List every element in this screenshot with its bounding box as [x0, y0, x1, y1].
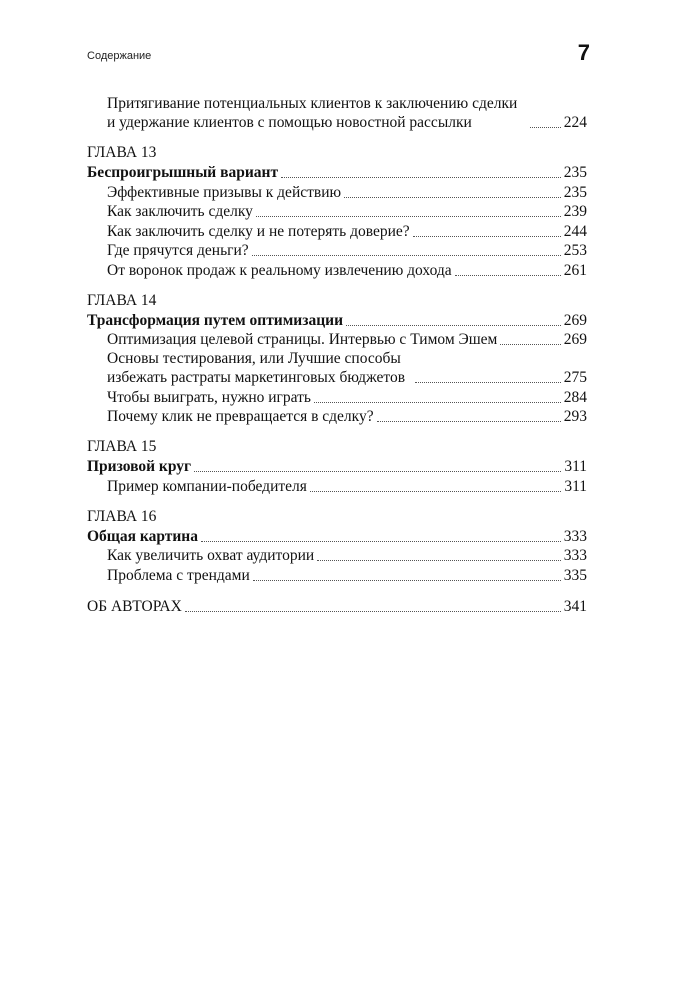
leader-dots: [256, 216, 561, 217]
toc-entry[interactable]: [87, 260, 587, 280]
toc-entry-title: ОБ АВТОРАХ: [87, 598, 182, 615]
leader-dots: [185, 611, 561, 612]
toc-entry-page: 253: [563, 242, 587, 259]
leader-dots: [194, 471, 561, 472]
toc-entry-page: 311: [564, 477, 587, 495]
leader-dots: [346, 325, 561, 326]
toc-entry-page: 244: [563, 222, 587, 240]
toc-entry[interactable]: [87, 387, 587, 407]
toc-entry-page: 269: [563, 311, 587, 329]
toc-entry-title: Трансформация путем оптимизации: [87, 311, 343, 329]
toc-entry-page: 333: [563, 527, 587, 545]
chapter-label: ГЛАВА 16: [87, 507, 157, 525]
leader-dots: [530, 127, 561, 128]
leader-dots: [314, 402, 561, 403]
toc-entry-intro[interactable]: [87, 94, 587, 132]
leader-dots: [500, 344, 560, 345]
leader-dots: [415, 382, 561, 383]
chapter-label: ГЛАВА 13: [87, 144, 157, 161]
toc-entry-title: Как заключить сделку: [107, 203, 253, 220]
leader-dots: [253, 580, 561, 581]
toc-entry-page: 293: [563, 408, 587, 425]
toc-chapter-title[interactable]: [87, 163, 587, 183]
toc-entry-page: 261: [563, 261, 587, 279]
toc-entry[interactable]: [87, 330, 587, 350]
table-of-contents: [87, 94, 587, 616]
toc-entry-page: 335: [563, 566, 587, 584]
toc-chapter-title[interactable]: [87, 457, 587, 477]
chapter-label: ГЛАВА 15: [87, 438, 157, 455]
toc-entry[interactable]: [87, 221, 587, 241]
leader-dots: [413, 236, 561, 237]
toc-entry-title: Где прячутся деньги?: [107, 242, 249, 259]
toc-chapter-title[interactable]: [87, 310, 587, 330]
toc-entry[interactable]: [87, 407, 587, 427]
toc-entry-title: Почему клик не превращается в сделку?: [107, 408, 374, 425]
leader-dots: [201, 541, 561, 542]
toc-entry-page: 341: [563, 598, 587, 615]
page-number: 7: [577, 40, 590, 65]
toc-entry[interactable]: [87, 546, 587, 566]
leader-dots: [317, 560, 561, 561]
toc-entry-page: 311: [564, 458, 587, 475]
chapter-13: [87, 143, 587, 280]
leader-dots: [252, 255, 561, 256]
toc-entry-title: Основы тестирования, или Лучшие способы избежать растраты маркетинговых бюджетов: [107, 350, 406, 386]
toc-chapter-title[interactable]: [87, 526, 587, 546]
toc-entry-title: Эффективные призывы к действию: [107, 183, 342, 201]
toc-entry[interactable]: [87, 182, 587, 202]
toc-entry-page: 224: [563, 114, 587, 131]
chapter-16: [87, 507, 587, 585]
toc-entry-about-authors[interactable]: [87, 597, 587, 617]
leader-dots: [455, 275, 561, 276]
toc-entry-page: 235: [563, 183, 587, 201]
toc-entry-page: 275: [563, 369, 587, 386]
toc-entry-title: Призовой круг: [87, 458, 192, 475]
leader-dots: [310, 491, 561, 492]
leader-dots: [377, 421, 561, 422]
leader-dots: [281, 177, 561, 178]
chapter-label: ГЛАВА 14: [87, 291, 157, 309]
toc-entry-page: 333: [563, 547, 587, 564]
toc-entry-title: Проблема с трендами: [107, 566, 250, 584]
toc-entry-title: Беспроигрышный вариант: [87, 164, 279, 181]
toc-entry-title: Как заключить сделку и не потерять доверие?: [107, 222, 410, 240]
chapter-15: [87, 437, 587, 496]
toc-entry-title: Как увеличить охват аудитории: [107, 547, 315, 564]
toc-entry-title: Оптимизация целевой страницы. Интервью с Тимом Эшем: [107, 331, 498, 348]
toc-entry[interactable]: [87, 202, 587, 222]
toc-entry-page: 284: [563, 388, 587, 406]
toc-entry-page: 269: [563, 331, 587, 348]
toc-entry[interactable]: [87, 349, 587, 387]
toc-entry[interactable]: [87, 476, 587, 496]
toc-entry[interactable]: [87, 241, 587, 261]
chapter-14: [87, 291, 587, 427]
leader-dots: [344, 197, 561, 198]
running-head: Содержание: [87, 50, 152, 62]
toc-entry-page: 235: [563, 164, 587, 181]
toc-entry-page: 239: [563, 203, 587, 220]
toc-entry-title: Чтобы выиграть, нужно играть: [107, 388, 311, 406]
toc-entry-title: От воронок продаж к реальному извлечению дохода: [107, 261, 452, 279]
toc-entry-title: Притягивание потенциальных клиентов к заключению сделки и удержание клиентов с помощью новостной рассылки: [107, 95, 518, 131]
toc-entry[interactable]: [87, 565, 587, 585]
toc-entry-title: Общая картина: [87, 527, 198, 545]
toc-entry-title: Пример компании-победителя: [107, 477, 307, 495]
